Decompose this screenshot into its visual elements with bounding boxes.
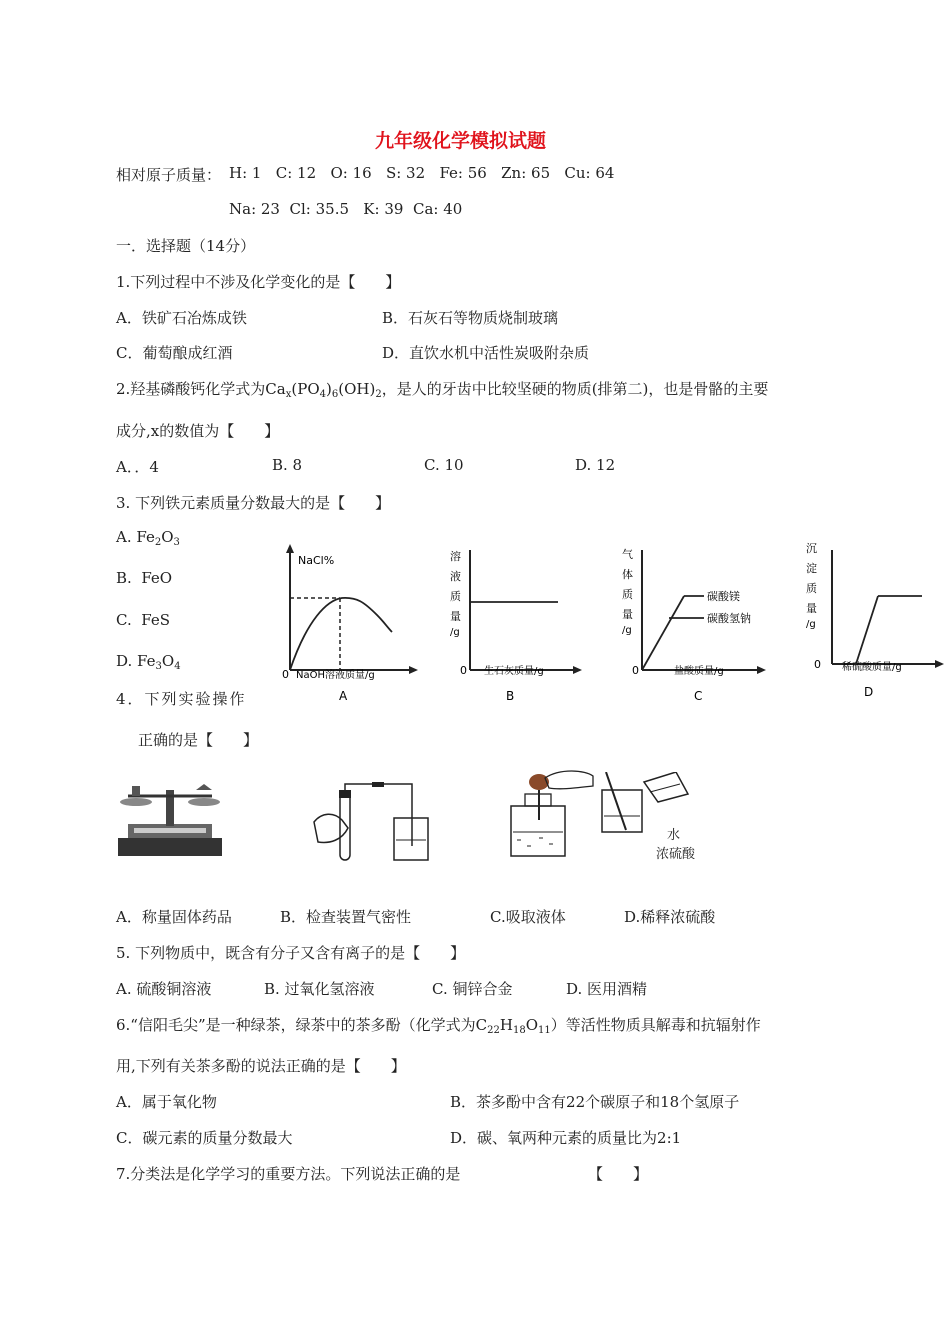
q2-option-d: D. 12 — [575, 456, 616, 474]
q5-option-a: A. 硫酸铜溶液 — [116, 980, 212, 998]
question-3-stem: 3. 下列铁元素质量分数最大的是【 】 — [116, 494, 391, 512]
chart-d-ylabel-3: 质 — [806, 582, 817, 595]
chart-b-ylabel-4: 量 — [450, 610, 461, 623]
atomic-mass-row-1: H: 1 C: 12 O: 16 S: 32 Fe: 56 Zn: 65 Cu: 64 — [229, 164, 615, 182]
q6-option-c: C．碳元素的质量分数最大 — [116, 1129, 293, 1147]
q4-option-a: A．称量固体药品 — [116, 908, 232, 926]
q6-option-d: D．碳、氧两种元素的质量比为2:1 — [450, 1129, 682, 1147]
q1-option-c: C．葡萄酿成红酒 — [116, 344, 233, 362]
atomic-mass-row-2: Na: 23 Cl: 35.5 K: 39 Ca: 40 — [229, 200, 463, 218]
question-4-stem: 4．下列实验操作 — [116, 690, 247, 708]
q6-option-b: B．茶多酚中含有22个碳原子和18个氢原子 — [450, 1093, 740, 1111]
chart-b-ylabel-1: 溶 — [450, 550, 461, 563]
chart-c-xlabel: 盐酸质量/g — [674, 666, 724, 677]
question-5-stem: 5. 下列物质中，既含有分子又含有离子的是【 】 — [116, 944, 466, 962]
q4-option-b: B．检查装置气密性 — [280, 908, 412, 926]
chart-c-origin: 0 — [632, 664, 639, 677]
chart-a-ylabel: NaCl% — [298, 554, 335, 567]
chart-a-letter: A — [339, 689, 348, 703]
question-6-stem-line-2: 用,下列有关茶多酚的说法正确的是【 】 — [116, 1057, 406, 1075]
chart-c-ylabel-1: 气 — [622, 548, 633, 561]
dilution-water-label: 水 — [667, 828, 681, 843]
chart-b-ylabel-5: /g — [450, 627, 460, 638]
q4-option-c: C.吸取液体 — [490, 908, 566, 926]
q3-option-a: A. $Fe_2O_3$ — [116, 528, 180, 548]
question-7-stem: 7.分类法是化学学习的重要方法。下列说法正确的是 — [116, 1165, 461, 1183]
chart-d — [792, 540, 948, 712]
chart-d-origin: 0 — [814, 658, 821, 671]
q1-option-a: A．铁矿石冶炼成铁 — [116, 309, 247, 327]
chart-b-origin: 0 — [460, 664, 467, 677]
chart-b-ylabel-3: 质 — [450, 590, 461, 603]
q1-option-b: B．石灰石等物质烧制玻璃 — [382, 309, 559, 327]
chart-d-ylabel-5: /g — [806, 619, 816, 630]
chart-d-ylabel-1: 沉 — [806, 542, 817, 555]
chart-b-ylabel-2: 液 — [450, 570, 461, 583]
question-7-bracket: 【 】 — [588, 1165, 649, 1183]
q5-option-d: D. 医用酒精 — [566, 980, 648, 998]
q2-option-a: A．．4 — [116, 458, 159, 476]
chart-c-ylabel-3: 质 — [622, 588, 633, 601]
atomic-mass-label: 相对原子质量： — [116, 166, 222, 184]
chart-c-series-2: 碳酸氢钠 — [707, 612, 751, 625]
q5-option-c: C. 铜锌合金 — [432, 980, 513, 998]
chart-a-xlabel: NaOH溶液质量/g — [296, 670, 375, 681]
dilution-image — [600, 772, 696, 834]
chart-a-origin: 0 — [282, 668, 289, 681]
chart-b-letter: B — [506, 689, 515, 703]
chart-c-series-1: 碳酸镁 — [707, 590, 740, 603]
chart-d-ylabel-2: 淀 — [806, 562, 817, 575]
q3-option-d: D. $Fe_3O_4$ — [116, 652, 181, 672]
q6-option-a: A．属于氧化物 — [116, 1093, 217, 1111]
chart-d-ylabel-4: 量 — [806, 602, 817, 615]
chart-d-xlabel: 稀硫酸质量/g — [842, 662, 902, 673]
q4-option-d: D.稀释浓硫酸 — [624, 908, 716, 926]
question-2-stem: 2.羟基磷酸钙化学式为$Ca_x(PO_4)_6(OH)_2$，是人的牙齿中比较坚硬的物质(排第二)，也是骨骼的主要 — [116, 380, 769, 400]
balance-image — [114, 772, 226, 860]
chart-b-xlabel: 生石灰质量/g — [484, 666, 544, 677]
chart-c-letter: C — [694, 689, 703, 703]
chart-d-letter: D — [864, 685, 874, 699]
question-6-stem: 6.“信阳毛尖”是一种绿茶，绿茶中的茶多酚（化学式为$C_{22}H_{18}O_{11}$）等活性物质具解毒和抗辐射作 — [116, 1016, 761, 1036]
q5-option-b: B. 过氧化氢溶液 — [264, 980, 375, 998]
question-2-stem-line-2: 成分,x的数值为【 】 — [116, 422, 280, 440]
airtight-check-image — [312, 782, 432, 864]
chart-c — [614, 540, 774, 712]
page-title: 九年级化学模拟试题 — [375, 130, 547, 152]
chart-c-ylabel-5: /g — [622, 625, 632, 636]
dropper-image — [505, 766, 595, 860]
section-heading: 一．选择题（14分） — [116, 237, 256, 255]
q1-option-d: D．直饮水机中活性炭吸附杂质 — [382, 344, 590, 362]
question-4-stem-line-2: 正确的是【 】 — [138, 731, 259, 749]
dilution-acid-label: 浓硫酸 — [656, 847, 696, 862]
chart-c-ylabel-2: 体 — [622, 568, 633, 581]
q3-option-c: C. FeS — [116, 611, 170, 629]
chart-b — [446, 540, 596, 712]
chart-a — [272, 540, 422, 712]
q2-option-c: C. 10 — [424, 456, 464, 474]
q3-option-b: B. FeO — [116, 569, 173, 587]
question-1-stem: 1.下列过程中不涉及化学变化的是【 】 — [116, 273, 401, 291]
chart-c-ylabel-4: 量 — [622, 608, 633, 621]
q2-option-b: B. 8 — [272, 456, 303, 474]
